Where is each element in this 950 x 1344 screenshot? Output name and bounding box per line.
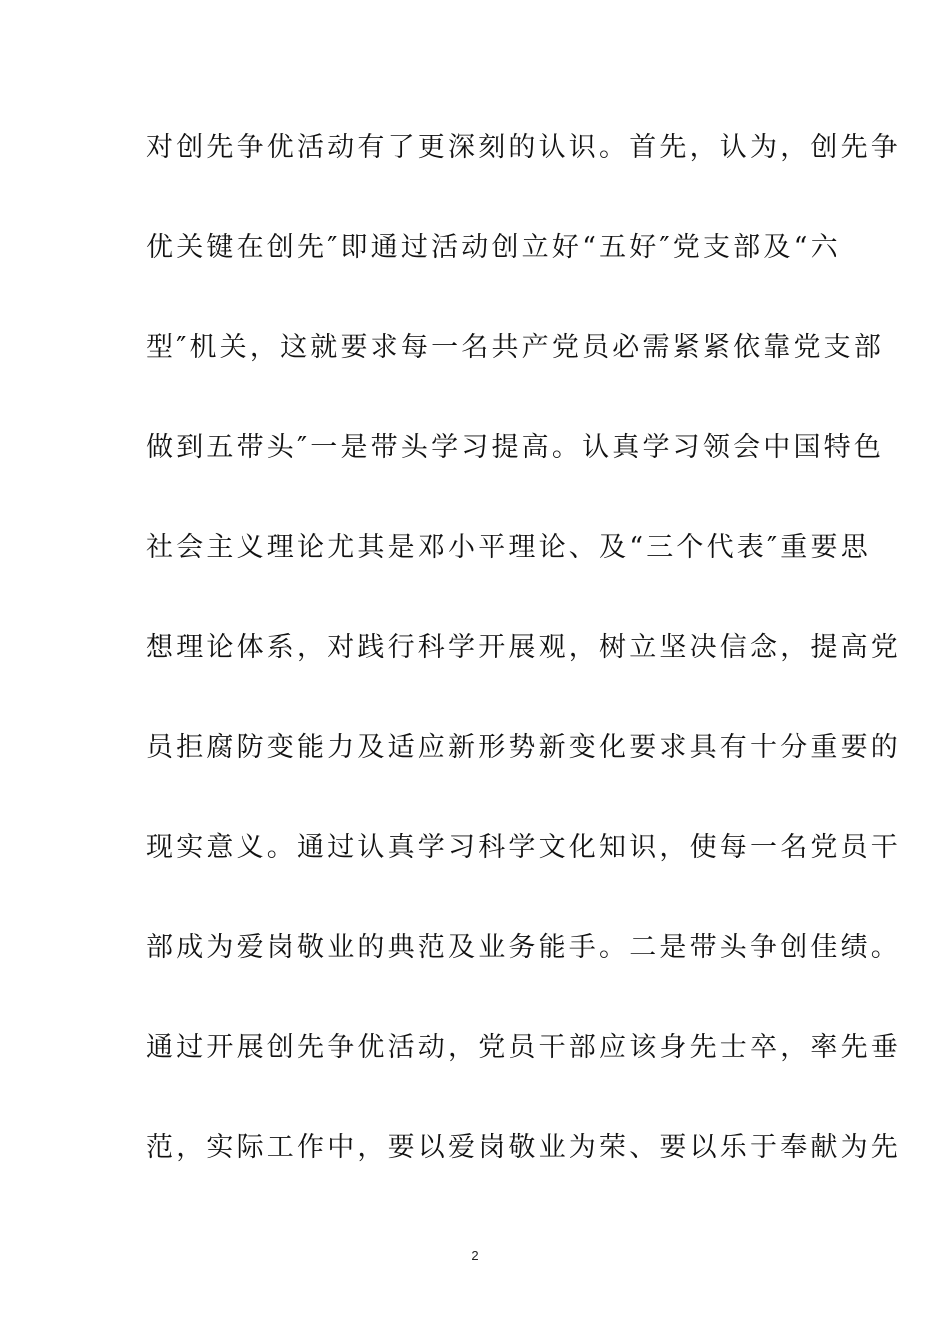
- text-line: 社会主义理论尤其是邓小平理论、及“三个代表″重要思: [146, 532, 871, 563]
- page-number: 2: [471, 1248, 479, 1263]
- text-line: 做到五带头″一是带头学习提高。认真学习领会中国特色: [146, 432, 885, 463]
- text-line: 对创先争优活动有了更深刻的认识。首先，认为，创先争: [146, 132, 901, 163]
- text-line: 优关键在创先″即通过活动创立好“五好″党支部及“六: [146, 232, 841, 263]
- text-line: 范，实际工作中，要以爱岗敬业为荣、要以乐于奉献为先: [146, 1132, 901, 1163]
- text-line: 想理论体系，对践行科学开展观，树立坚决信念，提高党: [146, 632, 901, 663]
- text-line: 现实意义。通过认真学习科学文化知识，使每一名党员干: [146, 832, 901, 863]
- text-line: 通过开展创先争优活动，党员干部应该身先士卒，率先垂: [146, 1032, 901, 1063]
- text-line: 员拒腐防变能力及适应新形势新变化要求具有十分重要的: [146, 732, 901, 763]
- text-line: 型″机关，这就要求每一名共产党员必需紧紧依靠党支部: [146, 332, 885, 363]
- body-text: [146, 128, 901, 1228]
- text-line: 部成为爱岗敬业的典范及业务能手。二是带头争创佳绩。: [146, 932, 901, 963]
